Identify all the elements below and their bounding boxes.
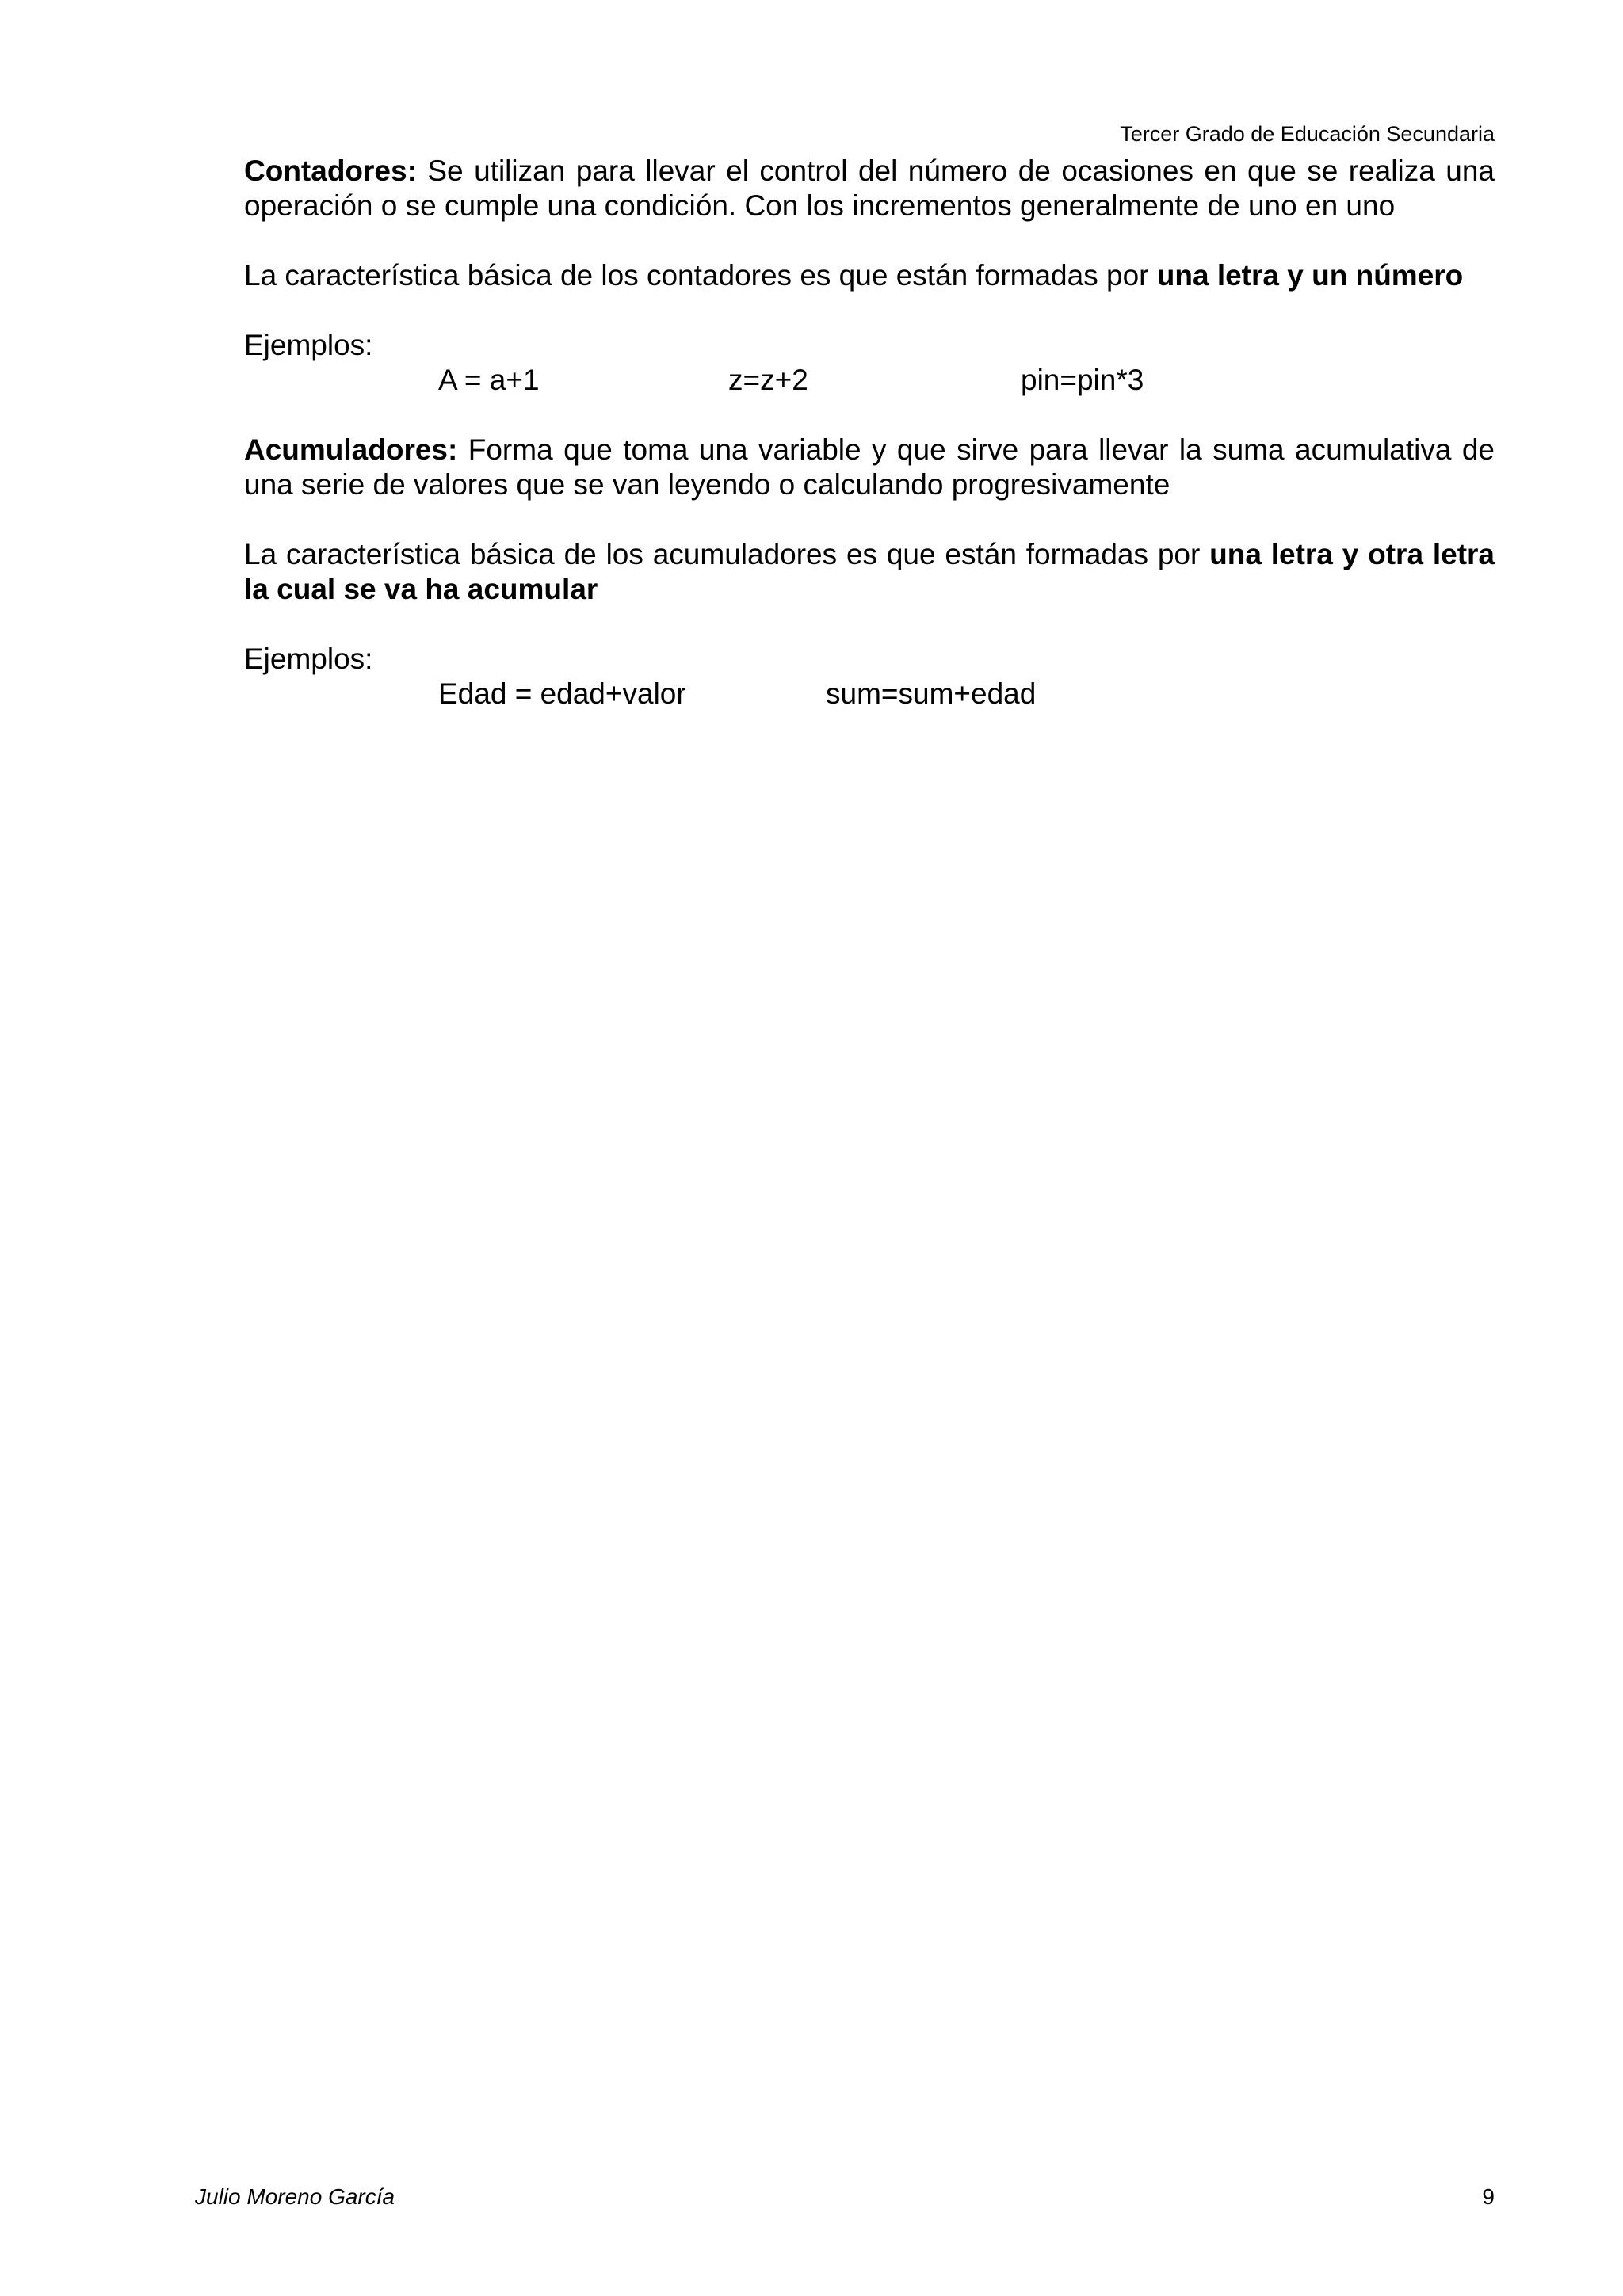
- contadores-example: A = a+1: [438, 364, 540, 396]
- acumuladores-examples: [244, 677, 1495, 711]
- contadores-characteristic-bold: una letra y un número: [1156, 259, 1464, 292]
- acumuladores-characteristic-text: La característica básica de los acumuladores es que están formadas por: [244, 538, 1210, 570]
- page-content: [244, 154, 1495, 746]
- acumuladores-characteristic-bold: una letra y otra letra la cual se va ha acumular: [244, 538, 1495, 605]
- contadores-examples-label: Ejemplos:: [244, 329, 373, 361]
- footer-author: Julio Moreno García: [195, 2184, 395, 2209]
- contadores-definition: [244, 154, 1495, 223]
- acumuladores-examples-label: Ejemplos:: [244, 643, 373, 675]
- contadores-term: Contadores:: [244, 154, 417, 187]
- acumuladores-characteristic: [244, 537, 1495, 607]
- contadores-definition-text: Se utilizan para llevar el control del número de ocasiones en que se realiza una operación o se cumple una condición. Con los incrementos generalmente de uno en uno: [244, 154, 1495, 222]
- contadores-example: z=z+2: [728, 364, 808, 396]
- acumuladores-example: sum=sum+edad: [826, 677, 1037, 710]
- contadores-characteristic: [244, 258, 1495, 293]
- contadores-characteristic-text: La característica básica de los contadores es que están formadas por: [244, 259, 1157, 292]
- acumuladores-definition: [244, 433, 1495, 502]
- acumuladores-example: Edad = edad+valor: [438, 677, 686, 710]
- contadores-example: pin=pin*3: [1021, 364, 1144, 396]
- page-number: 9: [1482, 2184, 1495, 2209]
- contadores-examples: [244, 363, 1495, 398]
- acumuladores-term: Acumuladores:: [244, 433, 458, 466]
- acumuladores-definition-text: Forma que toma una variable y que sirve para llevar la suma acumulativa de una serie de valores que se van leyendo o calculando progresivamente: [244, 433, 1495, 501]
- running-header: Tercer Grado de Educación Secundaria: [1120, 122, 1495, 146]
